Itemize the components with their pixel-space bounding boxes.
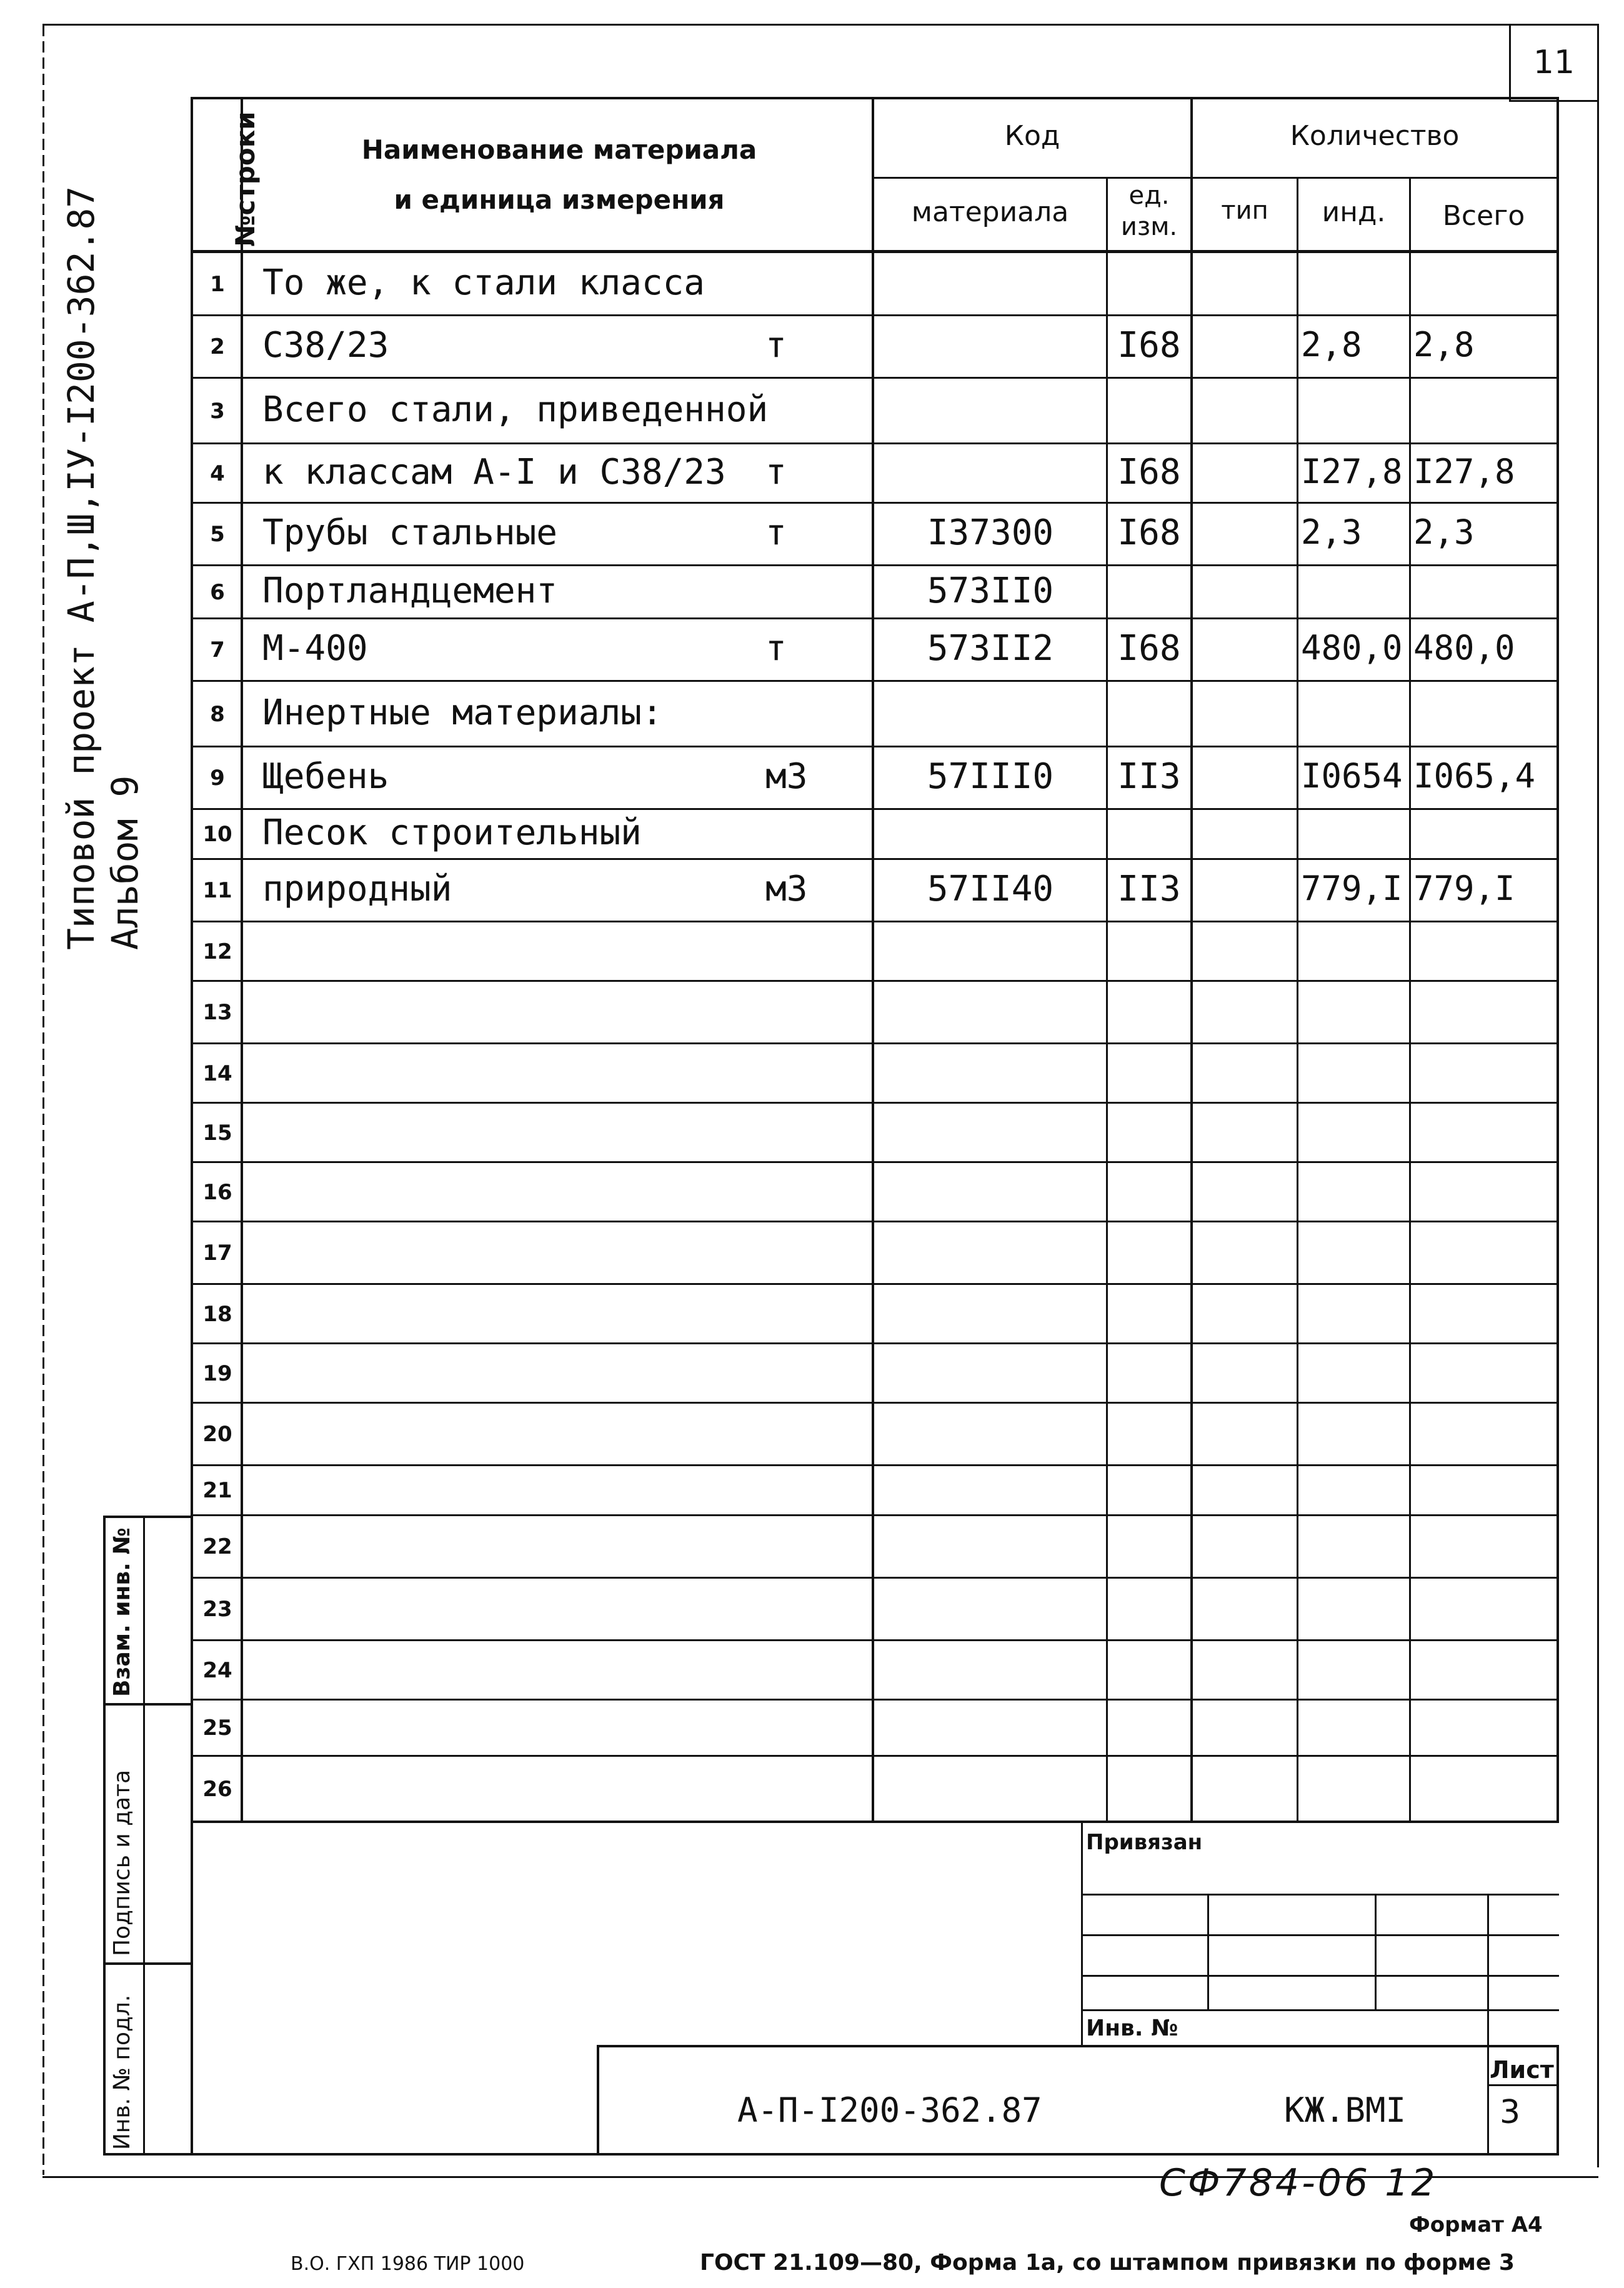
row-name: М-400 [262, 628, 368, 669]
frame-left-dashed [42, 25, 44, 2175]
row-name: С38/23 [262, 325, 389, 366]
side-box-inner [143, 1516, 145, 2154]
row-qty-ind: І27,8 [1301, 451, 1403, 491]
header-code-unit-1: ед. [1128, 181, 1170, 210]
header-qty-type: тип [1221, 196, 1268, 225]
row-code-unit: ІІ3 [1117, 869, 1181, 909]
row-unit: м3 [765, 869, 808, 909]
row-number: 13 [202, 1000, 232, 1025]
stamp-top-line [191, 1821, 1559, 1823]
row-code-unit: І68 [1117, 325, 1181, 366]
footer-right: ГОСТ 21.109—80, Форма 1а, со штампом привязки по форме 3 [700, 2250, 1515, 2276]
row-line [191, 1283, 1559, 1285]
row-name: Всего стали, приведенной [262, 389, 769, 430]
row-line [191, 1699, 1559, 1701]
stamp-doc-mark: КЖ.ВМІ [1284, 2091, 1407, 2130]
stamp-v3 [1487, 1894, 1489, 2153]
row-number: 10 [202, 822, 232, 847]
stamp-inv-no: Инв. № [1086, 2016, 1178, 2041]
row-name: То же, к стали класса [262, 262, 705, 303]
frame-right [1597, 24, 1599, 2167]
row-unit: т [765, 628, 787, 669]
row-number: 23 [202, 1597, 232, 1622]
footer-left: В.О. ГХП 1986 ТИР 1000 [291, 2253, 525, 2275]
row-number: 11 [202, 878, 232, 903]
row-number: 3 [210, 398, 225, 424]
row-line [191, 746, 1559, 747]
row-number: 6 [210, 579, 225, 605]
row-number: 15 [202, 1120, 232, 1146]
row-line [191, 1514, 1559, 1516]
row-line [191, 1042, 1559, 1044]
row-code-material: І37300 [927, 512, 1054, 553]
row-code-unit: І68 [1117, 512, 1181, 553]
page-number-box-bottom [1509, 100, 1598, 102]
table-top [191, 97, 1559, 99]
stamp-list-label: Лист [1490, 2056, 1554, 2084]
col-line-code [872, 97, 874, 1822]
col-line-total [1409, 177, 1411, 1822]
row-qty-ind: 2,3 [1301, 512, 1362, 552]
stamp-main-left [597, 2045, 599, 2154]
row-number: 7 [210, 637, 225, 662]
row-number: 25 [202, 1716, 232, 1741]
row-line [191, 1755, 1559, 1757]
row-name: Инертные материалы: [262, 692, 663, 733]
project-title-line1: Типовой проект А-П,Ш,ІУ-І200-362.87 [60, 186, 102, 950]
row-code-unit: І68 [1117, 628, 1181, 669]
table-left [191, 97, 193, 2154]
row-number: 17 [202, 1241, 232, 1266]
row-code-material: 57ІІ40 [927, 869, 1054, 909]
header-bottom [191, 250, 1559, 253]
header-code-material: материала [911, 196, 1069, 228]
row-name: Трубы стальные [262, 512, 558, 553]
row-code-material: 573ІІ2 [927, 628, 1054, 669]
stamp-main-bottom [191, 2153, 1559, 2156]
frame-top [42, 24, 1598, 26]
project-title-vertical [59, 186, 147, 950]
side-box-bottom [103, 2153, 193, 2156]
row-qty-total: І065,4 [1413, 756, 1536, 796]
header-qty-ind: инд. [1322, 196, 1386, 228]
row-name: Щебень [262, 756, 389, 797]
row-number: 20 [202, 1422, 232, 1447]
header-sub-line [872, 177, 1559, 179]
row-qty-ind: 480,0 [1301, 628, 1403, 667]
row-qty-ind: І0654 [1301, 756, 1403, 796]
row-name: Портландцемент [262, 570, 558, 611]
row-number: 14 [202, 1061, 232, 1086]
row-qty-ind: 2,8 [1301, 325, 1362, 364]
row-line [191, 1639, 1559, 1641]
row-code-unit: І68 [1117, 451, 1181, 492]
row-number: 12 [202, 939, 232, 964]
header-quantity: Количество [1290, 120, 1460, 152]
stamp-list-divider [1487, 2084, 1559, 2086]
row-line [191, 858, 1559, 860]
row-number: 18 [202, 1301, 232, 1327]
row-number: 16 [202, 1179, 232, 1205]
row-line [191, 808, 1559, 810]
row-line [191, 1402, 1559, 1404]
row-line [191, 980, 1559, 982]
row-line [191, 680, 1559, 682]
row-number: 24 [202, 1657, 232, 1683]
stamp-list-value: 3 [1500, 2094, 1521, 2131]
row-line [191, 1221, 1559, 1222]
row-qty-ind: 779,І [1301, 869, 1403, 908]
row-line [191, 1577, 1559, 1579]
project-album: Альбом 9 [104, 775, 146, 950]
stamp-privyazan: Привязан [1086, 1830, 1203, 1855]
row-number: 8 [210, 701, 225, 727]
row-unit: т [765, 325, 787, 366]
row-line [191, 442, 1559, 444]
row-line [191, 1102, 1559, 1104]
row-qty-total: І27,8 [1413, 451, 1515, 491]
row-code-material: 573ІІ0 [927, 570, 1054, 611]
side-box-div1 [103, 1703, 193, 1706]
side-label-podpis: Подпись и дата [109, 1769, 135, 1956]
header-row-no: №строки [230, 111, 261, 247]
col-line-qty [1190, 97, 1193, 1822]
format-label: Формат А4 [1409, 2212, 1543, 2237]
row-line [191, 1464, 1559, 1466]
row-line [191, 1161, 1559, 1163]
handwritten-code: СФ784-06 12 [1159, 2161, 1438, 2205]
col-line-edizm [1106, 177, 1108, 1822]
col-line-num [241, 97, 243, 1822]
side-box-top [103, 1516, 193, 1518]
row-number: 1 [210, 272, 225, 297]
row-line [191, 617, 1559, 619]
header-name-line1: Наименование материала [361, 134, 757, 165]
header-name-line2: и единица измерения [394, 184, 725, 215]
row-unit: м3 [765, 756, 808, 797]
row-number: 19 [202, 1361, 232, 1386]
col-line-ind [1297, 177, 1298, 1822]
header-code-unit-2: изм. [1120, 212, 1178, 241]
row-name: Песок строительный [262, 812, 642, 853]
stamp-v1 [1207, 1894, 1209, 2009]
row-qty-total: 779,І [1413, 869, 1515, 908]
stamp-list-right [1557, 2045, 1559, 2154]
row-qty-total: 480,0 [1413, 628, 1515, 667]
row-number: 26 [202, 1776, 232, 1802]
header-code: Код [1004, 120, 1060, 152]
row-line [191, 564, 1559, 566]
row-number: 5 [210, 522, 225, 547]
row-qty-total: 2,3 [1413, 512, 1475, 552]
side-label-vzam: Взам. инв. № [109, 1527, 135, 1697]
row-number: 21 [202, 1478, 232, 1503]
stamp-doc-code: А-П-І200-362.87 [737, 2091, 1042, 2130]
row-code-material: 57ІІІ0 [927, 756, 1054, 797]
row-number: 2 [210, 334, 225, 359]
row-line [191, 1342, 1559, 1344]
row-unit: т [765, 512, 787, 553]
row-unit: т [765, 451, 787, 492]
row-line [191, 377, 1559, 379]
row-line [191, 921, 1559, 922]
stamp-v2 [1375, 1894, 1377, 2009]
row-qty-total: 2,8 [1413, 325, 1475, 364]
stamp-main-top [597, 2045, 1559, 2047]
row-number: 4 [210, 461, 225, 486]
row-name: к классам А-І и С38/23 [262, 451, 726, 492]
row-number: 9 [210, 766, 225, 791]
row-line [191, 502, 1559, 504]
table-right [1557, 97, 1559, 1822]
side-box-div2 [103, 1962, 193, 1965]
row-line [191, 314, 1559, 316]
row-code-unit: ІІ3 [1117, 756, 1181, 797]
side-box-left [103, 1516, 106, 2154]
page-number: 11 [1533, 44, 1575, 81]
stamp-privyazan-left [1081, 1821, 1083, 2046]
side-label-inv-podl: Инв. № подл. [109, 1994, 135, 2150]
row-name: природный [262, 869, 452, 909]
row-number: 22 [202, 1534, 232, 1559]
header-qty-total: Всего [1442, 200, 1525, 232]
